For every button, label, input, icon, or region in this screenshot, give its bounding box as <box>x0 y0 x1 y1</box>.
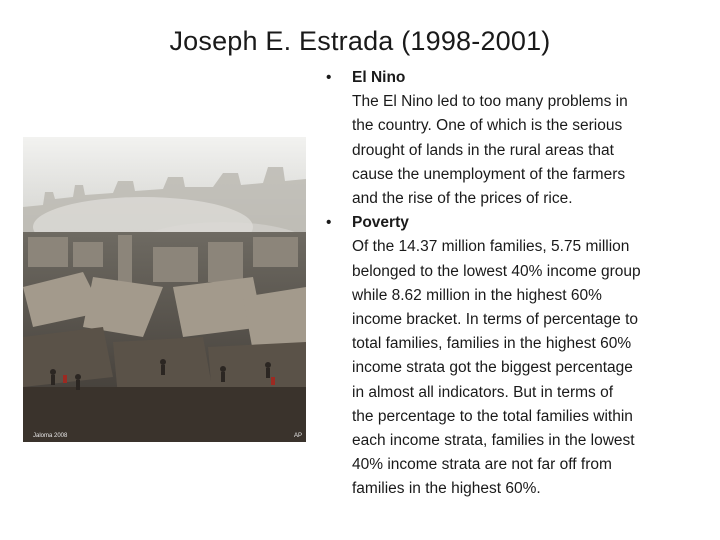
paragraph-line: Of the 14.37 million families, 5.75 million <box>352 238 630 256</box>
paragraph-line: income strata got the biggest percentage <box>352 359 633 377</box>
paragraph-line: in almost all indicators. But in terms of <box>352 383 614 401</box>
bullet-heading: Poverty <box>352 214 409 232</box>
paragraph-line: The El Nino led to too many problems in <box>352 93 628 111</box>
slide-body <box>326 66 706 502</box>
photo-credit-right: AP <box>293 433 302 439</box>
bullet-marker: • <box>326 69 332 86</box>
paragraph-line: each income strata, families in the lowest <box>352 432 635 450</box>
paragraph-line: drought of lands in the rural areas that <box>352 141 614 159</box>
poverty-paragraph <box>326 235 706 501</box>
photo-credit-left: Jaloma 2008 <box>33 433 68 439</box>
paragraph-line: belonged to the lowest 40% income group <box>352 262 641 280</box>
paragraph-line: the country. One of which is the serious <box>352 117 623 135</box>
paragraph-line: cause the unemployment of the farmers <box>352 165 626 183</box>
slum-fire-photo <box>23 137 306 442</box>
paragraph-line: the percentage to the total families within <box>352 407 633 425</box>
paragraph-line: total families, families in the highest 60% <box>352 335 632 353</box>
bullet-heading-poverty <box>326 211 706 235</box>
el-nino-paragraph <box>326 90 706 211</box>
paragraph-line: and the rise of the prices of rice. <box>352 190 573 208</box>
paragraph-line: families in the highest 60%. <box>352 480 541 498</box>
photo-illustration <box>23 137 306 442</box>
bullet-heading: El Nino <box>352 69 406 86</box>
slide-title: Joseph E. Estrada (1998-2001) <box>169 26 551 56</box>
paragraph-line: while 8.62 million in the highest 60% <box>352 286 602 304</box>
paragraph-line: income bracket. In terms of percentage to <box>352 311 639 329</box>
bullet-marker: • <box>326 214 332 232</box>
bullet-heading-el-nino <box>326 66 706 90</box>
paragraph-line: 40% income strata are not far off from <box>352 456 612 474</box>
